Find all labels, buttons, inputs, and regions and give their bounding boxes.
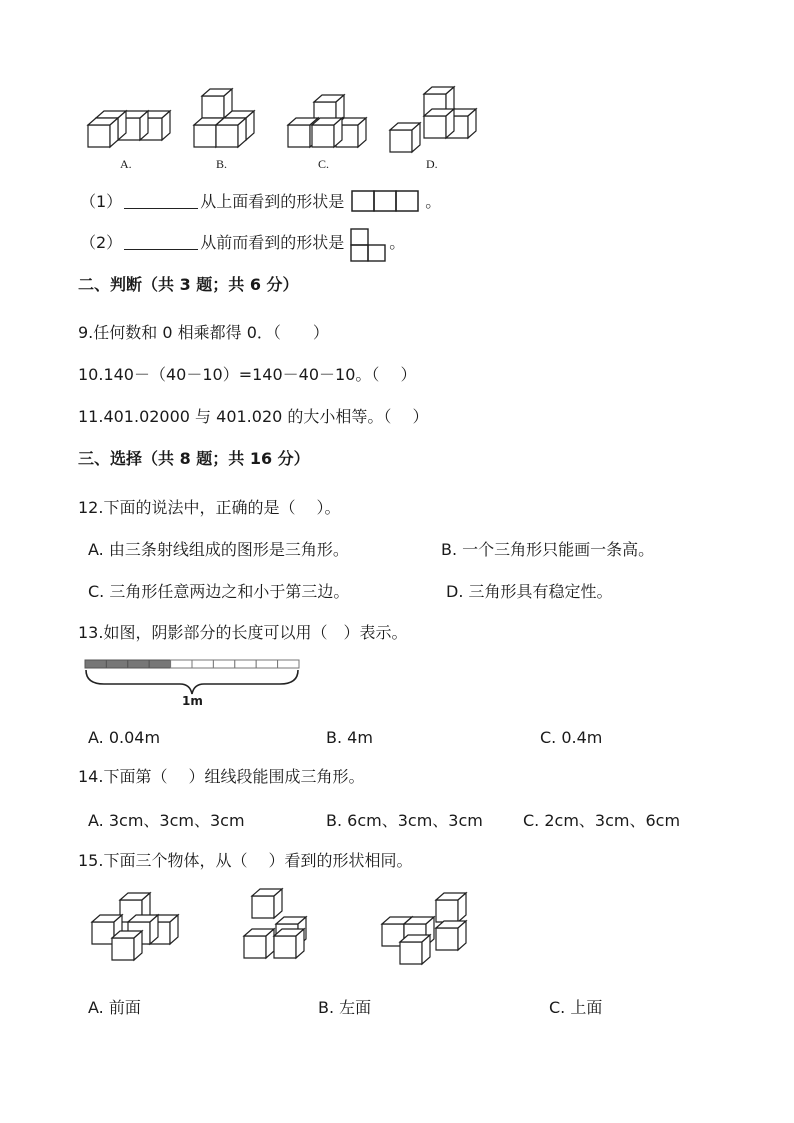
q8-part1-end: 。: [425, 192, 442, 211]
q13-option-c[interactable]: C. 0.4m: [540, 728, 603, 747]
q8-part2-text: 从前而看到的形状是: [200, 233, 345, 252]
q8-part2-end: 。: [389, 233, 406, 252]
section-2-title: 二、判断（共 3 题；共 6 分）: [78, 275, 299, 294]
q12-option-b[interactable]: B. 一个三角形只能画一条高。: [441, 540, 655, 559]
q15-option-b[interactable]: B. 左面: [318, 998, 372, 1017]
q13-option-b[interactable]: B. 4m: [326, 728, 373, 747]
q15-cube-figures: [84, 884, 504, 978]
question-13-stem: 13.如图，阴影部分的长度可以用（ ）表示。: [78, 623, 408, 642]
q14-option-a[interactable]: A. 3cm、3cm、3cm: [88, 811, 245, 830]
ruler-label: 1m: [182, 694, 203, 708]
front-view-shape: [350, 228, 388, 262]
figure-c-cubes: [288, 95, 366, 147]
figure-a-cubes: [88, 111, 170, 147]
q15-figure-2: [244, 889, 306, 958]
q8-part1-prefix: （1）: [80, 192, 123, 211]
question-11: 11.401.02000 与 401.020 的大小相等。（ ）: [78, 407, 429, 426]
question-15-stem: 15.下面三个物体，从（ ）看到的形状相同。: [78, 851, 413, 870]
figure-label-c: C.: [318, 157, 330, 171]
top-view-shape: [351, 190, 423, 212]
question-10: 10.140－（40－10）=140－40－10。（ ）: [78, 365, 417, 384]
answer-blank-1[interactable]: [124, 194, 198, 209]
question-9: 9.任何数和 0 相乘都得 0．（ ）: [78, 323, 329, 342]
q8-part1-text: 从上面看到的形状是: [200, 192, 345, 211]
question-14-stem: 14.下面第（ ）组线段能围成三角形。: [78, 767, 365, 786]
q15-figures: [84, 884, 504, 978]
q12-option-c[interactable]: C. 三角形任意两边之和小于第三边。: [88, 582, 350, 601]
q8-part1: [80, 190, 441, 213]
q15-figure-1: [92, 893, 178, 960]
q8-part2-prefix: （2）: [80, 233, 123, 252]
brace: [86, 670, 298, 694]
q15-figure-3: [382, 893, 466, 964]
figure-label-b: B.: [216, 157, 228, 171]
figure-b-cubes: [194, 89, 254, 147]
ruler-segments: [85, 660, 299, 668]
q12-option-d[interactable]: D. 三角形具有稳定性。: [446, 582, 613, 601]
q14-option-c[interactable]: C. 2cm、3cm、6cm: [523, 811, 681, 830]
q14-option-b[interactable]: B. 6cm、3cm、3cm: [326, 811, 483, 830]
ruler-bar: [84, 658, 304, 698]
q13-option-a[interactable]: A. 0.04m: [88, 728, 161, 747]
section-3-title: 三、选择（共 8 题；共 16 分）: [78, 449, 310, 468]
figure-label-d: D.: [426, 157, 438, 171]
q8-figures: [80, 82, 500, 174]
q12-option-a[interactable]: A. 由三条射线组成的图形是三角形。: [88, 540, 349, 559]
q15-option-a[interactable]: A. 前面: [88, 998, 141, 1017]
q8-part2: [80, 228, 405, 262]
q13-figure: [84, 658, 304, 710]
question-12-stem: 12.下面的说法中，正确的是（ ）。: [78, 498, 341, 517]
answer-blank-2[interactable]: [124, 235, 198, 250]
figure-d-cubes: [390, 87, 476, 152]
q15-option-c[interactable]: C. 上面: [549, 998, 603, 1017]
figure-label-a: A.: [120, 157, 132, 171]
